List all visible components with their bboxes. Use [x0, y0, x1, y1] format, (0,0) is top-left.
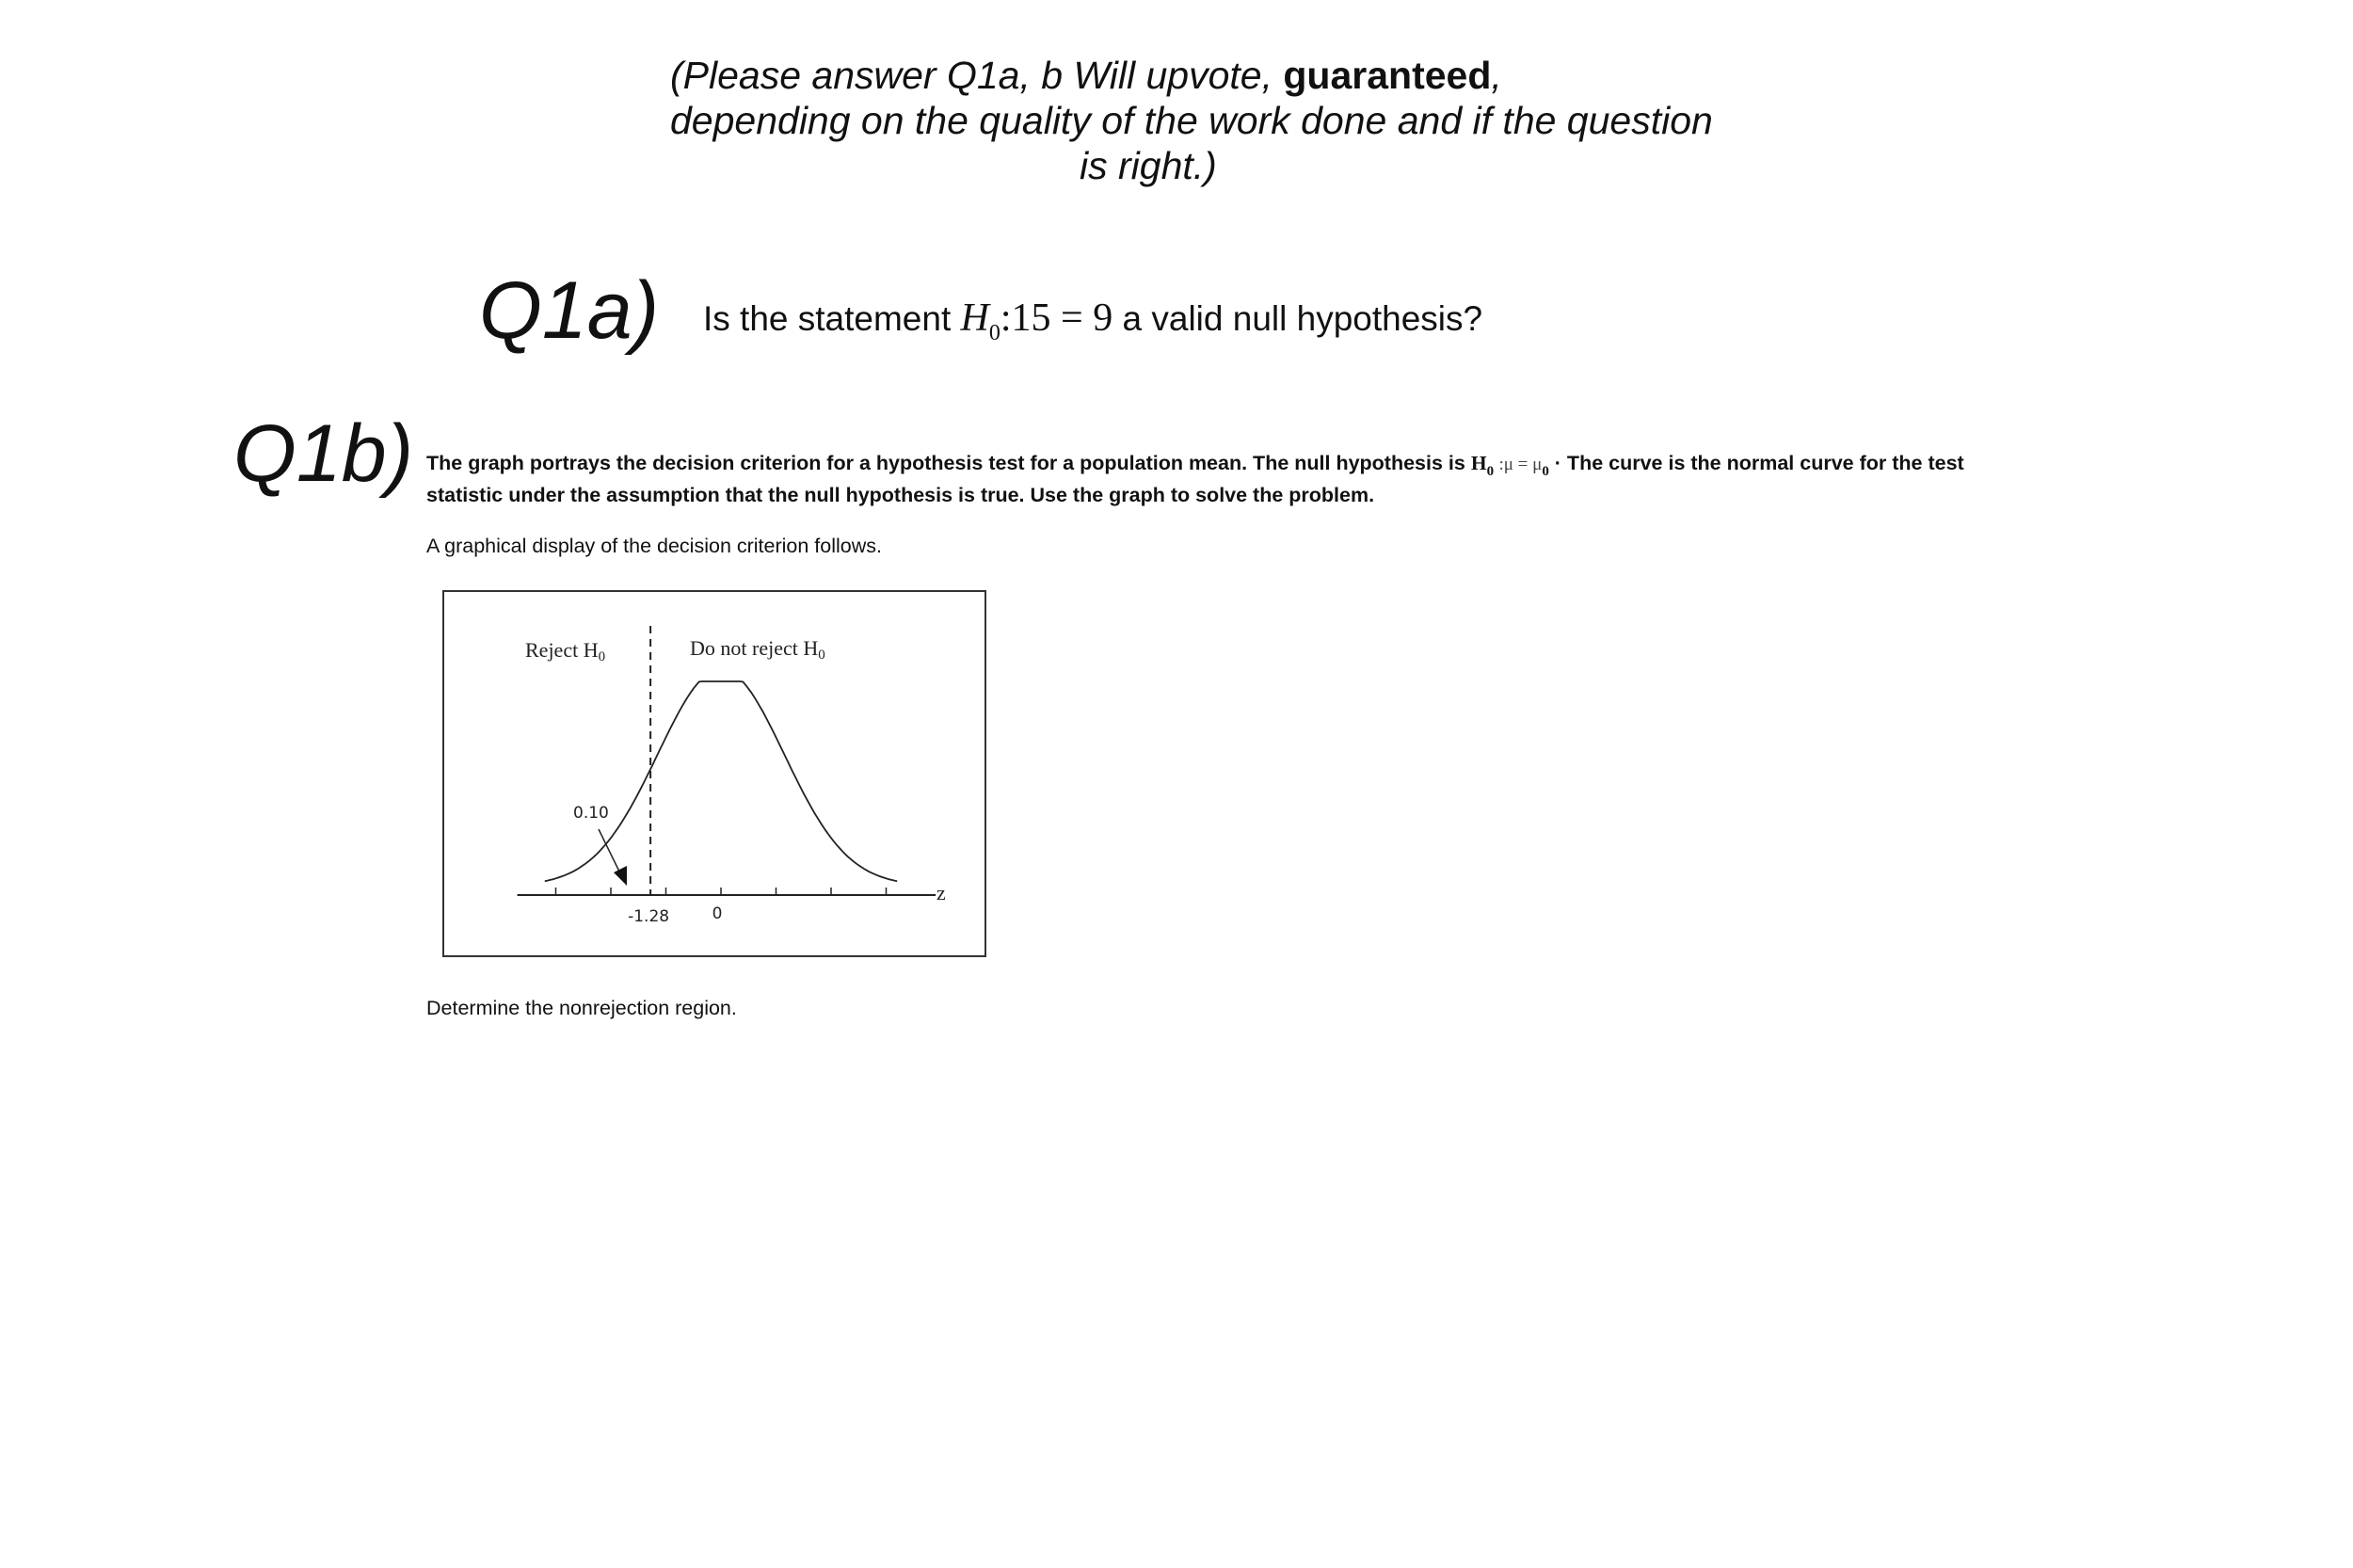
- do-not-reject-region-label: Do not reject H0: [690, 636, 825, 663]
- math-rest: :15 = 9: [1000, 296, 1113, 340]
- graph-intro-text: A graphical display of the decision criterion follows.: [426, 535, 883, 557]
- tick-label-zero: 0: [712, 904, 723, 923]
- header-text: ,: [1491, 54, 1502, 97]
- null-hypothesis-math: [1470, 452, 1549, 479]
- math-sub: 0: [1542, 464, 1549, 479]
- header-line-3: is right.): [1080, 144, 1217, 187]
- statement-text: Is the statement: [703, 299, 952, 338]
- tick-label-critical: -1.28: [628, 907, 670, 926]
- normal-curve: [545, 681, 897, 881]
- chart-svg: [444, 592, 984, 955]
- paragraph-text: The graph portrays the decision criterion for a hypothesis test for a population mean. The null hypothesis is: [426, 452, 1465, 474]
- q1a-label: Q1a): [479, 265, 660, 356]
- math-sub: 0: [988, 321, 1000, 345]
- header-line-2: depending on the quality of the work done and if the question: [670, 99, 1713, 142]
- header-bold-text: guaranteed: [1283, 54, 1492, 97]
- math-h: H: [960, 296, 989, 340]
- area-pointer-arrowhead: [614, 866, 627, 886]
- q1a-statement: [703, 297, 1482, 354]
- axis-label-z: z: [936, 881, 946, 904]
- reject-region-label: Reject H0: [525, 638, 606, 664]
- paragraph-text: · The curve is the normal curve for the test: [1554, 452, 1964, 474]
- header-text: (Please answer Q1a, b Will upvote,: [670, 54, 1284, 97]
- math-mu: :μ = μ: [1498, 455, 1543, 474]
- math-sub: 0: [1486, 464, 1495, 479]
- header-line-1: [670, 53, 1502, 98]
- statement-text: a valid null hypothesis?: [1122, 299, 1483, 338]
- question-text: Determine the nonrejection region.: [426, 997, 737, 1019]
- q1b-label: Q1b): [233, 408, 414, 499]
- tail-area-label: 0.10: [573, 804, 609, 823]
- math-h: H: [1470, 452, 1487, 474]
- decision-criterion-chart: [442, 590, 986, 957]
- math-expression: [960, 296, 1113, 345]
- q1b-paragraph-line-2: statistic under the assumption that the null hypothesis is true. Use the graph to solve the problem.: [426, 484, 1375, 506]
- area-pointer-line: [599, 829, 621, 875]
